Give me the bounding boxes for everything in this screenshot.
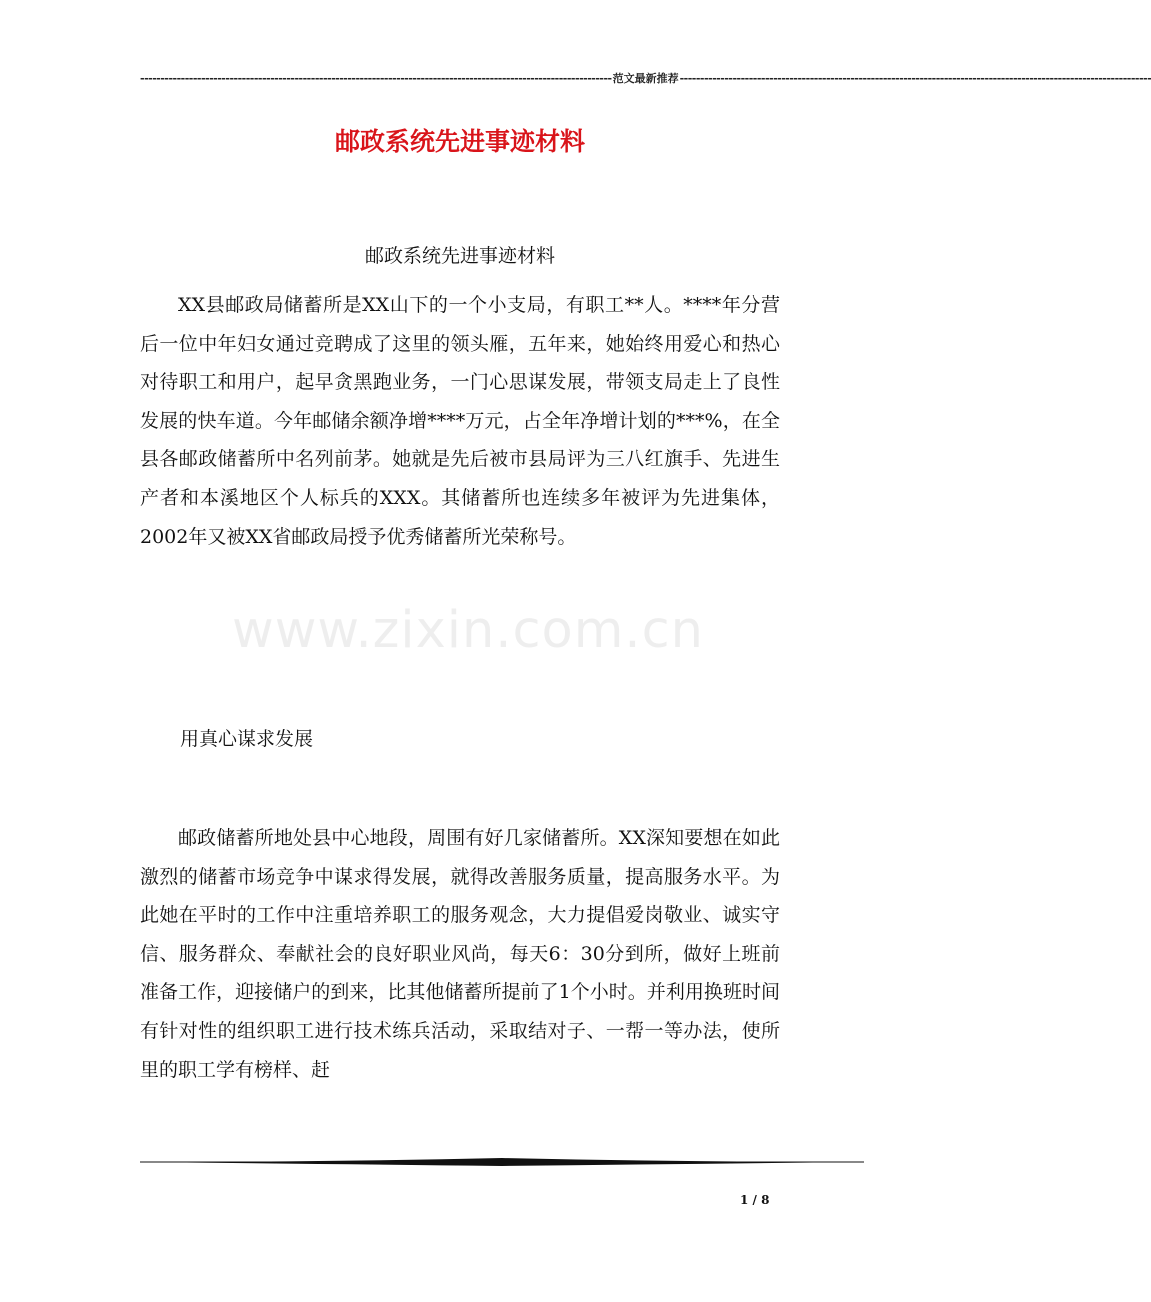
paragraph-development: 邮政储蓄所地处县中心地段，周围有好几家储蓄所。XX深知要想在如此激烈的储蓄市场竞争中谋求得发展，就得改善服务质量，提高服务水平。为此她在平时的工作中注重培养职工的服务观念，大力提倡爱岗敬业、诚实守信、服务群众、奉献社会的良好职业风尚，每天6：30分到所，做好上班前准备工作，迎接储户的到来，比其他储蓄所提前了1个小时。并利用换班时间有针对性的组织职工进行技术练兵活动，采取结对子、一帮一等办法，使所里的职工学有榜样、赶 [140,827,780,1081]
footer-rule [140,1155,864,1169]
document-title: 邮政系统先进事迹材料 [334,127,585,156]
paragraph-intro: XX县邮政局储蓄所是XX山下的一个小支局，有职工**人。****年分营后一位中年妇女通过竞聘成了这里的领头雁，五年来，她始终用爱心和热心对待职工和用户，起早贪黑跑业务，一门心思谋发展，带领支局走上了良性发展的快车道。今年邮储余额净增****万元，占全年净增计划的***%，在全县各邮政储蓄所中名列前茅。她就是先后被市县局评为三八红旗手、先进生产者和本溪地区个人标兵的XXX。其储蓄所也连续多年被评为先进集体，2002年又被XX省邮政局授予优秀储蓄所光荣称号。 [140,294,780,548]
watermark: www.zixin.com.cn [232,601,704,660]
header-left-dashes: -------------------------------------------------------------------------------------------------------------------- [140,71,612,85]
document-subtitle: 邮政系统先进事迹材料 [364,245,555,267]
section-heading: 用真心谋求发展 [180,728,314,750]
header-label: 范文最新推荐 [612,72,679,85]
page-number: 1 / 8 [740,1193,770,1207]
header-right-dashes: -------------------------------------------------------------------------------------------------------------------- [679,71,1151,85]
page-header [140,70,1151,86]
